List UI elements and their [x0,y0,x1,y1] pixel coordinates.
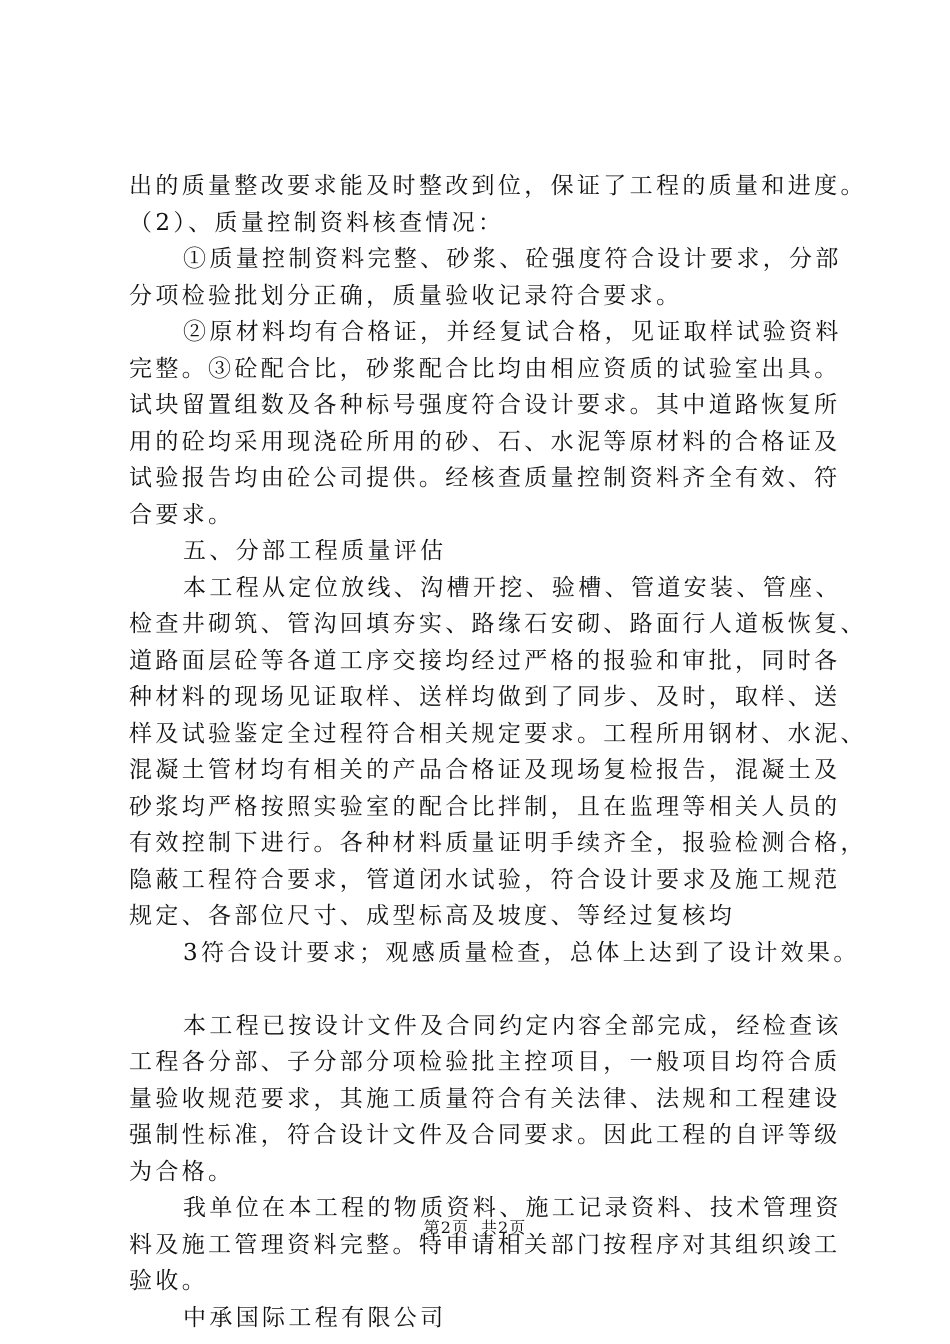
company-name: 中承国际工程有限公司 [183,1304,447,1331]
section-heading: 五、分部工程质量评估 [183,538,447,564]
text-line: 强制性标准，符合设计文件及合同要求。因此工程的自评等级 [129,1122,841,1148]
text-line: 出的质量整改要求能及时整改到位，保证了工程的质量和进度。 [129,173,867,199]
text-line: 检查井砌筑、管沟回填夯实、路缘石安砌、路面行人道板恢复、 [129,611,867,637]
page-number: 第2页 [423,1218,469,1237]
text-line: 量验收规范要求，其施工质量符合有关法律、法规和工程建设 [129,1085,841,1112]
text-line: 完整。③砼配合比，砂浆配合比均由相应资质的试验室出具。 [129,355,841,382]
text-line: 工程各分部、子分部分项检验批主控项目，一般项目均符合质 [129,1049,841,1075]
text-line: 混凝土管材均有相关的产品合格证及现场复检报告，混凝土及 [129,757,841,783]
text-line: 用的砼均采用现浇砼所用的砂、石、水泥等原材料的合格证及 [129,428,841,455]
blank-line [129,971,841,1008]
text-line: 砂浆均严格按照实验室的配合比拌制，且在监理等相关人员的 [129,793,841,820]
text-line: 3符合设计要求；观感质量检查，总体上达到了设计效果。 [183,939,860,966]
text-line: 料及施工管理资料完整。特申请相关部门按程序对其组织竣工 [129,1231,841,1258]
text-line: 种材料的现场见证取样、送样均做到了同步、及时，取样、送 [129,684,841,710]
document-body [129,168,867,1336]
text-line: 隐蔽工程符合要求，管道闭水试验，符合设计要求及施工规范 [129,866,841,893]
text-line: ①质量控制资料完整、砂浆、砼强度符合设计要求，分部 [183,246,842,272]
page-total: 共2页 [481,1218,527,1237]
text-line: 本工程已按设计文件及合同约定内容全部完成，经检查该 [183,1012,842,1039]
text-line: 试块留置组数及各种标号强度符合设计要求。其中道路恢复所 [129,392,841,418]
text-line: 验收。 [129,1268,209,1294]
page-footer [0,1218,950,1238]
text-line: 有效控制下进行。各种材料质量证明手续齐全，报验检测合格， [129,830,867,856]
text-line: 道路面层砼等各道工序交接均经过严格的报验和审批，同时各 [129,647,841,674]
text-line: ②原材料均有合格证，并经复试合格，见证取样试验资料 [183,319,842,345]
text-line: 样及试验鉴定全过程符合相关规定要求。工程所用钢材、水泥、 [129,720,867,747]
text-line: 分项检验批划分正确，质量验收记录符合要求。 [129,282,683,309]
text-line: 我单位在本工程的物质资料、施工记录资料、技术管理资 [183,1195,842,1221]
text-line: 合要求。 [129,501,235,528]
text-line: 本工程从定位放线、沟槽开挖、验槽、管道安装、管座、 [183,574,842,601]
text-line: 规定、各部位尺寸、成型标高及坡度、等经过复核均 [129,903,736,929]
text-line: 试验报告均由砼公司提供。经核查质量控制资料齐全有效、符 [129,465,841,491]
section-heading: （2）、质量控制资料核查情况： [129,209,505,236]
text-line: 为合格。 [129,1158,235,1185]
